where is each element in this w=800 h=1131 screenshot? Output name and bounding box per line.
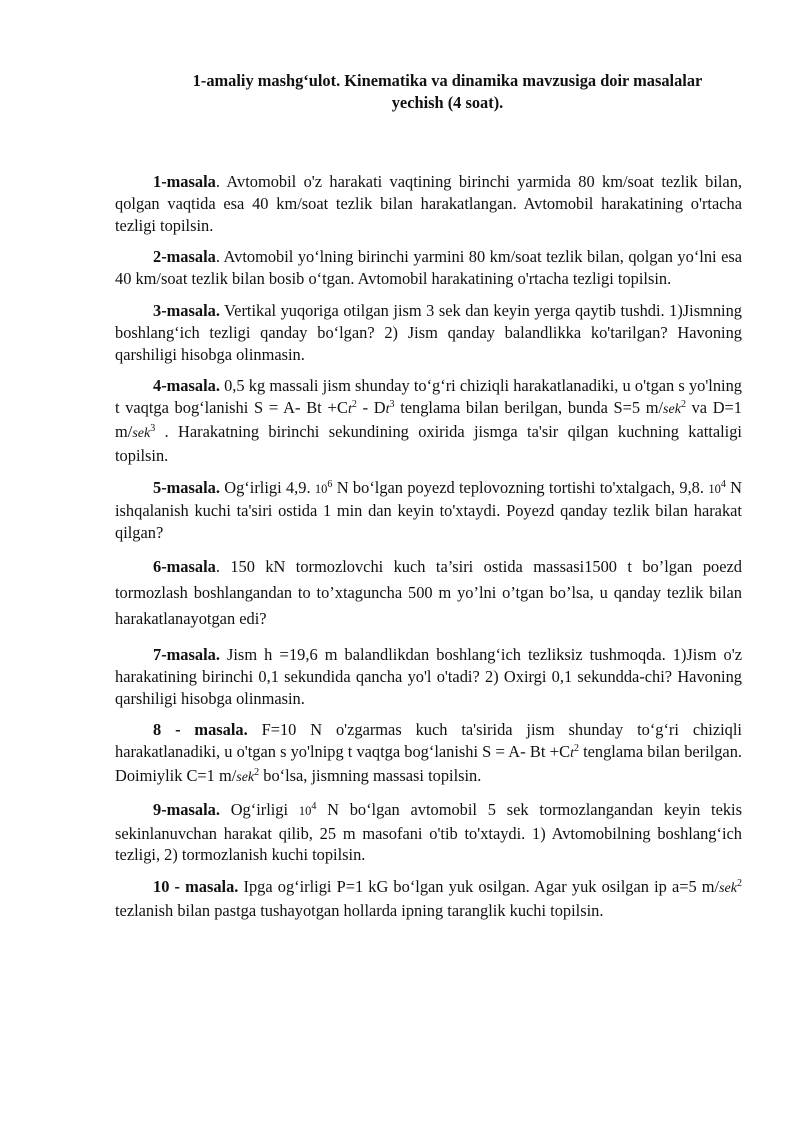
plus-sign: + [327,398,337,418]
problem-text: Vertikal yuqoriga otilgan jism 3 sek dan keyin yerga qaytib tushdi. 1)Jismning boshlang‘ich tezligi qanday bo‘lgan? 2) Jism qanday balandlikka ko'tarilgan? Havoning qarshiligi hisobga olinmasin. [115,300,742,364]
variable-t: t [347,402,352,418]
formula-part: C [559,742,571,762]
problem-text: 19,6 m balandlikdan boshlang‘ich tezliksiz tushmoqda. 1)Jism o'z harakatining birinchi 0,1 sekundida qancha yo'l o'tadi? 2) Oxirgi 0,1 sekundda-chi? Havoning qarshiligi hisobga olinmasin. [115,644,742,708]
exponent: 2 [573,743,579,755]
formula-part: D [368,398,386,418]
plus-sign: + [549,742,560,762]
equals-sign: = [268,398,279,418]
problem-1 [115,171,742,236]
problem-2 [115,246,742,290]
equals-sign: = [279,644,289,664]
minus-sign: - [362,398,369,418]
problem-text: Ipga og‘irligi P=1 kG bo‘lgan yuk osilgan. Agar yuk osilgan ip a=5 m/ [238,877,720,897]
problem-4 [115,375,742,466]
problem-7 [115,644,742,709]
problem-label: 4-masala. [153,376,220,396]
problem-text: 0,5 kg massali jism shunday to‘g‘ri chiziqli harakatlanadiki, u o'tgan s yo'lning t vaqtga bog‘lanishi S [115,376,742,418]
unit-sek: sek [663,402,681,418]
problem-text: Og‘irligi 4,9. [219,477,315,497]
exponent: 2 [737,878,742,890]
problem-text: tenglama bilan berilgan. Doimiylik C=1 m/ [115,742,743,785]
problem-label: 10 - masala. [153,877,239,897]
formula-part: A [505,742,521,762]
exponent: 2 [680,399,686,411]
problem-text: F=10 N o'zgarmas kuch ta'sirida jism shunday to‘g‘ri chiziqli harakatlanadiki, u o'tgan s yo'lnipg t vaqtga bog‘lanishi S [115,720,742,762]
problem-label: 7-masala. [153,644,220,664]
exponent: 2 [351,399,357,411]
formula-part: A [278,398,295,418]
power-of-ten: 10 [298,803,312,818]
problem-text: N bo‘lgan avtomobil 5 sek tormozlangandan keyin tekis sekinlanuvchan harakat qilib, 25 m masofani o'tib to'xtaydi. 1) Avtomobilning boshlang‘ich tezligi, 2) tormozlanish kuchi topilsin. [115,799,742,865]
power-of-ten: 10 [708,481,721,496]
problem-text: Jism h [219,644,280,664]
problem-label: 9-masala. [153,799,220,819]
problem-8 [115,719,742,788]
variable-t: t [385,402,390,418]
problem-text: bo‘lsa, jismning massasi topilsin. [259,765,482,785]
problem-label: 2-masala [153,247,216,267]
power-of-ten: 10 [314,481,328,496]
minus-sign: - [520,742,526,762]
equals-sign: = [495,742,506,762]
unit-sek: sek [236,769,255,785]
problem-label: 5-masala. [153,477,220,497]
problem-10 [115,876,742,922]
problem-label: 1-masala [153,172,216,191]
problem-9 [115,799,742,866]
minus-sign: - [294,398,301,418]
problem-5 [115,477,742,544]
problem-text: N ishqalanish kuchi ta'siri ostida 1 min dan keyin to'xtaydi. Poyezd qanday tezlik bilan harakat qilgan? [115,477,742,543]
exponent: 3 [150,422,156,434]
problem-text: N bo‘lgan poyezd teplovozning tortishi to'xtalgach, 9,8. [332,477,709,497]
variable-t: t [570,746,574,762]
problem-6 [115,554,742,632]
problem-label: 6-masala [153,556,216,576]
problem-label: 8 - masala. [153,720,248,740]
problem-text: . Harakatning birinchi sekundining oxirida jismga ta'sir qilgan kuchning kattaligi topilsin. [115,421,742,465]
unit-sek: sek [719,881,737,897]
title-line-1: 1-amaliy mashg‘ulot. Kinematika va dinamika mavzusiga doir masalalar [192,71,703,90]
formula-part: Bt [300,398,328,418]
problem-text: Og‘irligi [219,799,299,819]
problem-text: . 150 kN tormozlovchi kuch ta’siri ostida massasi1500 t bo’lgan poezd tormozlash boshlangandan to to’xtaguncha 500 m yo’lni o’tgan bo’lsa, u qanday tezlik bilan harakatlanayotgan edi? [115,556,742,628]
title-line-2: yechish (4 soat). [391,93,504,112]
exponent: 2 [254,766,260,778]
formula-part: C [337,398,348,418]
problem-label: 3-masala. [153,300,220,320]
formula-part: Bt [525,742,550,762]
problem-text: . Avtomobil o'z harakati vaqtining birinchi yarmida 80 km/soat tezlik bilan, qolgan vaqtida esa 40 km/soat tezlik bilan harakatlangan. Avtomobil harakatining o'rtacha tezligi topilsin. [115,172,742,235]
problem-text: tezlanish bilan pastga tushayotgan hollarda ipning taranglik kuchi topilsin. [115,900,604,920]
unit-sek: sek [132,425,151,441]
problem-3 [115,300,742,365]
problem-text: va D=1 m/ [115,398,742,441]
exponent: 4 [720,478,726,490]
exponent: 4 [311,800,317,812]
page-title [115,70,742,114]
problem-text: tenglama bilan berilgan, bunda S=5 m/ [394,398,664,418]
problem-text: . Avtomobil yo‘lning birinchi yarmini 80 km/soat tezlik bilan, qolgan yo‘lni esa 40 km/soat tezlik bilan bosib o‘tgan. Avtomobil harakatining o'rtacha tezligi topilsin. [115,247,742,289]
exponent: 6 [327,478,333,490]
exponent: 3 [389,399,395,411]
